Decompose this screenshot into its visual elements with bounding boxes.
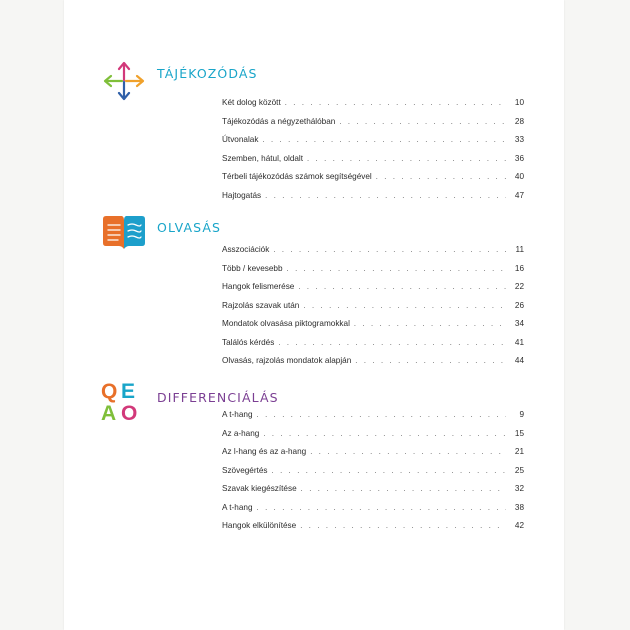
toc-entry-page: 22	[514, 282, 524, 291]
toc-entry-page: 33	[514, 135, 524, 144]
toc-entry[interactable]	[222, 98, 524, 117]
toc-entry[interactable]	[222, 172, 524, 191]
toc-entry-page: 41	[514, 337, 524, 347]
section-title: OLVASÁS	[157, 220, 222, 235]
toc-entry[interactable]	[222, 135, 524, 154]
toc-entry-page: 26	[514, 300, 524, 310]
toc-entry[interactable]	[222, 410, 524, 429]
toc-entry-label: Olvasás, rajzolás mondatok alapján	[222, 356, 352, 365]
section-header	[100, 58, 530, 98]
toc-entry[interactable]	[222, 319, 524, 338]
toc-entry-label: Útvonalak	[222, 135, 259, 144]
toc-entry-label: Térbeli tájékozódás számok segítségével	[222, 172, 372, 181]
toc-entry[interactable]	[222, 466, 524, 485]
toc-entry[interactable]	[222, 484, 524, 503]
toc-entry-page: 44	[514, 356, 524, 365]
toc-entry-page: 28	[514, 116, 524, 126]
toc-entry-page: 32	[514, 484, 524, 493]
dot-leader	[339, 117, 506, 126]
dot-leader	[285, 98, 506, 107]
svg-text:O: O	[121, 402, 138, 424]
svg-text:E: E	[121, 380, 136, 403]
toc-entry-page: 36	[514, 153, 524, 163]
toc-list-differencialas	[222, 410, 524, 540]
toc-list-tajekozodas	[222, 98, 524, 209]
dot-leader	[262, 135, 506, 144]
toc-entry-label: Az l-hang és az a-hang	[222, 447, 307, 456]
toc-entry-label: Szemben, hátul, oldalt	[222, 153, 304, 163]
open-book-icon	[100, 212, 148, 252]
toc-entry-label: Több / kevesebb	[222, 263, 283, 273]
section-tajekozodas	[100, 58, 530, 98]
toc-entry-label: Hangok felismerése	[222, 282, 295, 291]
toc-entry-page: 42	[514, 521, 524, 530]
letters-qeao-icon	[100, 376, 148, 424]
dot-leader	[257, 410, 507, 419]
toc-entry[interactable]	[222, 429, 524, 448]
dot-leader	[287, 264, 506, 273]
dot-leader	[265, 191, 506, 200]
toc-entry-page: 47	[514, 190, 524, 200]
dot-leader	[301, 484, 506, 493]
dot-leader	[273, 245, 506, 254]
toc-entry-label: A t-hang	[222, 410, 253, 419]
toc-entry-label: Szövegértés	[222, 465, 268, 475]
section-title: TÁJÉKOZÓDÁS	[157, 66, 258, 81]
toc-entry[interactable]	[222, 191, 524, 210]
dot-leader	[263, 429, 506, 438]
toc-entry[interactable]	[222, 245, 524, 264]
toc-entry[interactable]	[222, 503, 524, 522]
toc-entry-label: Hangok elkülönítése	[222, 521, 297, 530]
dot-leader	[376, 172, 506, 181]
toc-entry-page: 10	[514, 98, 524, 107]
svg-text:A: A	[101, 402, 117, 424]
toc-entry[interactable]	[222, 338, 524, 357]
compass-arrows-icon	[100, 58, 148, 98]
toc-entry-page: 15	[514, 428, 524, 438]
toc-entry[interactable]	[222, 447, 524, 466]
dot-leader	[354, 319, 506, 328]
toc-entry-page: 34	[514, 319, 524, 328]
svg-text:Q: Q	[101, 380, 118, 403]
toc-entry[interactable]	[222, 282, 524, 301]
toc-entry-page: 9	[519, 410, 524, 419]
toc-entry-page: 16	[514, 263, 524, 273]
dot-leader	[298, 282, 506, 291]
toc-entry-page: 40	[514, 172, 524, 181]
toc-entry-label: Tájékozódás a négyzethálóban	[222, 116, 336, 126]
toc-entry-label: Találós kérdés	[222, 337, 275, 347]
toc-entry-page: 38	[514, 502, 524, 512]
toc-entry-label: Rajzolás szavak után	[222, 300, 300, 310]
toc-entry-label: Két dolog között	[222, 98, 281, 107]
dot-leader	[307, 154, 506, 163]
toc-entry[interactable]	[222, 154, 524, 173]
toc-entry-page: 11	[515, 245, 524, 254]
dot-leader	[257, 503, 507, 512]
dot-leader	[300, 521, 506, 530]
toc-list-olvasas	[222, 245, 524, 375]
dot-leader	[272, 466, 506, 475]
toc-entry-label: Szavak kiegészítése	[222, 484, 297, 493]
dot-leader	[278, 338, 506, 347]
toc-entry-label: Asszociációk	[222, 245, 270, 254]
toc-entry-label: Az a-hang	[222, 428, 260, 438]
toc-entry[interactable]	[222, 264, 524, 283]
dot-leader	[310, 447, 506, 456]
dot-leader	[303, 301, 506, 310]
dot-leader	[355, 356, 506, 365]
toc-entry[interactable]	[222, 356, 524, 375]
toc-entry-label: Hajtogatás	[222, 190, 262, 200]
section-title: DIFFERENCIÁLÁS	[157, 390, 279, 405]
toc-entry[interactable]	[222, 521, 524, 540]
toc-entry-page: 25	[514, 465, 524, 475]
toc-entry[interactable]	[222, 117, 524, 136]
toc-entry-page: 21	[514, 447, 524, 456]
toc-entry-label: A t-hang	[222, 502, 253, 512]
toc-entry-label: Mondatok olvasása piktogramokkal	[222, 319, 350, 328]
toc-entry[interactable]	[222, 301, 524, 320]
